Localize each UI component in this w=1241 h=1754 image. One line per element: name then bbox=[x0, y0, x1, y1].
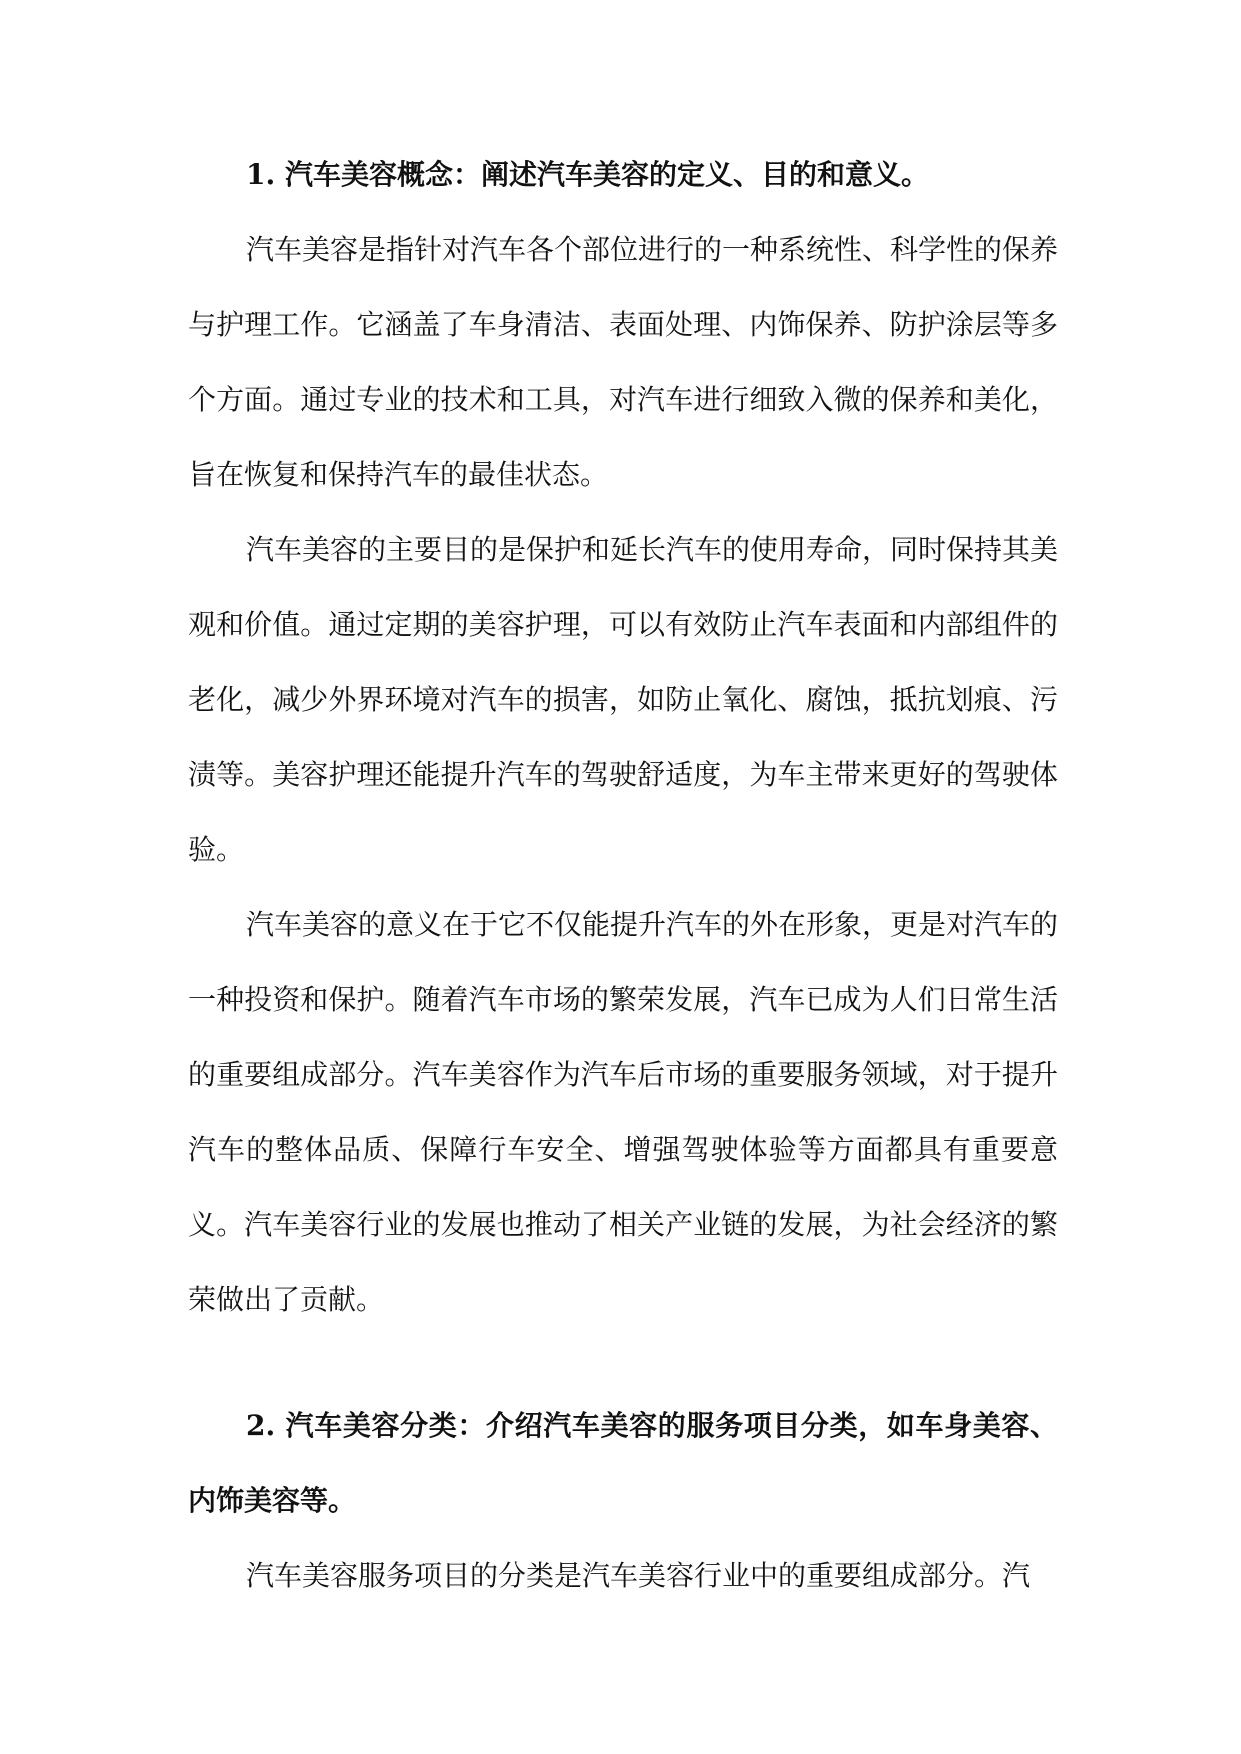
paragraph-definition: 汽车美容是指针对汽车各个部位进行的一种系统性、科学性的保养与护理工作。它涵盖了车身清洁、表面处理、内饰保养、防护涂层等多个方面。通过专业的技术和工具，对汽车进行细致入微的保养和美化，旨在恢复和保持汽车的最佳状态。 bbox=[188, 233, 1059, 491]
paragraph-significance: 汽车美容的意义在于它不仅能提升汽车的外在形象，更是对汽车的一种投资和保护。随着汽车市场的繁荣发展，汽车已成为人们日常生活的重要组成部分。汽车美容作为汽车后市场的重要服务领域，对于提升汽车的整体品质、保障行车安全、增强驾驶体验等方面都具有重要意义。汽车美容行业的发展也推动了相关产业链的发展，为社会经济的繁荣做出了贡献。 bbox=[188, 908, 1059, 1316]
section-heading-classification: 2. 汽车美容分类：介绍汽车美容的服务项目分类，如车身美容、内饰美容等。 bbox=[188, 1409, 1058, 1517]
section-heading-concept: 1. 汽车美容概念：阐述汽车美容的定义、目的和意义。 bbox=[246, 158, 929, 191]
paragraph-purpose: 汽车美容的主要目的是保护和延长汽车的使用寿命，同时保持其美观和价值。通过定期的美容护理，可以有效防止汽车表面和内部组件的老化，减少外界环境对汽车的损害，如防止氧化、腐蚀，抵抗划痕、污渍等。美容护理还能提升汽车的驾驶舒适度，为车主带来更好的驾驶体验。 bbox=[188, 533, 1059, 866]
paragraph-classification-intro: 汽车美容服务项目的分类是汽车美容行业中的重要组成部分。汽 bbox=[246, 1559, 1031, 1592]
